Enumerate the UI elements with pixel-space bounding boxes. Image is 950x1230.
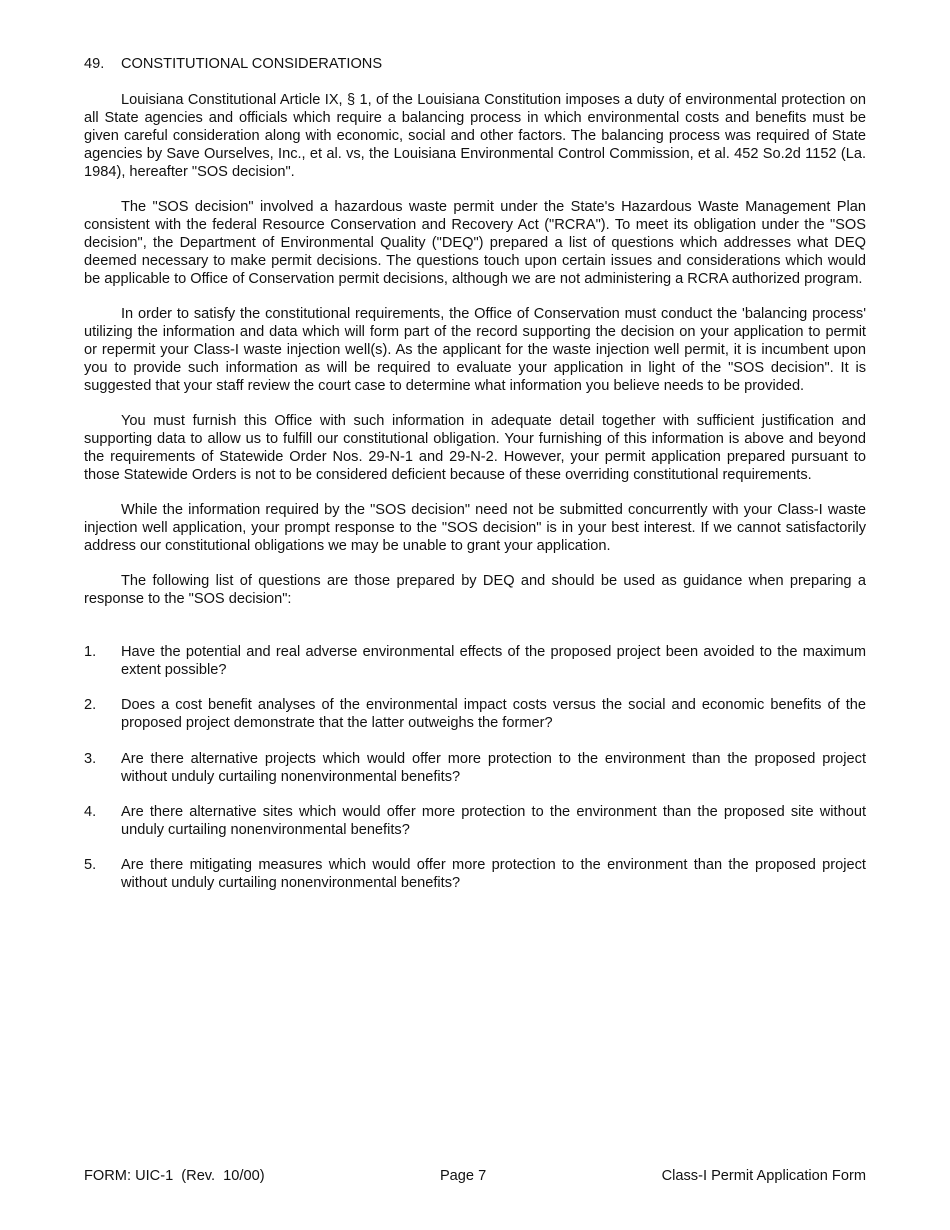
question-item (84, 857, 866, 893)
paragraph-question-intro: The following list of questions are those prepared by DEQ and should be used as guidance when preparing a response to the "SOS decision": (84, 573, 866, 608)
question-text: Does a cost benefit analyses of the environmental impact costs versus the social and economic benefits of the proposed project demonstrate that the latter outweighs the former? (121, 697, 866, 732)
question-text: Have the potential and real adverse environmental effects of the proposed project been avoided to the maximum extent possible? (121, 644, 866, 679)
question-list (84, 644, 866, 893)
paragraph-constitution: Louisiana Constitutional Article IX, § 1, of the Louisiana Constitution imposes a duty of environmental protection on all State agencies and officials which require a balancing process in which environmental costs and benefits must be given careful consideration along with economic, social and other factors. The balancing process was required of State agencies by Save Ourselves, Inc., et al. vs, the Louisiana Environmental Control Commission, et al. 452 So.2d 1152 (La. 1984), hereafter "SOS decision". (84, 91, 866, 180)
section-title: CONSTITUTIONAL CONSIDERATIONS (121, 56, 383, 72)
question-text: Are there mitigating measures which would offer more protection to the environment than the proposed project without unduly curtailing nonenvironmental benefits? (121, 857, 866, 892)
question-number: 3. (84, 750, 97, 767)
footer-form-id: FORM: UIC-1 (Rev. 10/00) (84, 1168, 265, 1184)
section-heading (84, 56, 866, 74)
section-number: 49. (84, 56, 105, 72)
paragraph-furnish-information: You must furnish this Office with such information in adequate detail together with sufficient justification and supporting data to allow us to fulfill our constitutional obligation. Your furnishing of this information is above and beyond the requirements of Statewide Order Nos. 29-N-1 and 29-N-2. However, your permit application prepared pursuant to those Statewide Orders is not to be considered deficient because of these overriding constitutional requirements. (84, 413, 866, 483)
footer-form-title: Class-I Permit Application Form (661, 1168, 866, 1184)
question-text: Are there alternative sites which would offer more protection to the environment than the proposed site without unduly curtailing nonenvironmental benefits? (121, 804, 866, 838)
question-text: Are there alternative projects which would offer more protection to the environment than the proposed project without unduly curtailing nonenvironmental benefits? (121, 750, 866, 785)
question-item (84, 804, 866, 840)
document-page (84, 56, 866, 911)
question-number: 1. (84, 644, 97, 661)
question-number: 5. (84, 857, 97, 874)
paragraph-prompt-response: While the information required by the "SOS decision" need not be submitted concurrently with your Class-I waste injection well application, your prompt response to the "SOS decision" is in your best interest. If we cannot satisfactorily address our constitutional obligations we may be unable to grant your application. (84, 502, 866, 554)
question-number: 4. (84, 804, 97, 821)
paragraph-sos-decision: The "SOS decision" involved a hazardous waste permit under the State's Hazardous Waste Management Plan consistent with the federal Resource Conservation and Recovery Act ("RCRA"). To meet its obligation under the "SOS decision", the Department of Environmental Quality ("DEQ") prepared a list of questions which addresses what DEQ deemed necessary to make permit decisions. The questions touch upon certain issues and considerations which would be applicable to Office of Conservation permit decisions, although we are not administering a RCRA authorized program. (84, 198, 866, 287)
footer-page-number: Page 7 (439, 1168, 487, 1184)
question-number: 2. (84, 697, 97, 714)
question-item (84, 644, 866, 680)
question-item (84, 697, 866, 733)
page-footer (84, 1168, 866, 1186)
paragraph-balancing-process: In order to satisfy the constitutional requirements, the Office of Conservation must conduct the 'balancing process' utilizing the information and data which will form part of the record supporting the decision on your application to permit or repermit your Class-I waste injection well(s). As the applicant for the waste injection well permit, it is incumbent upon you to provide such information as will be required to evaluate your application in light of the "SOS decision". It is suggested that your staff review the court case to determine what information you believe needs to be provided. (84, 305, 866, 394)
question-item (84, 751, 866, 787)
